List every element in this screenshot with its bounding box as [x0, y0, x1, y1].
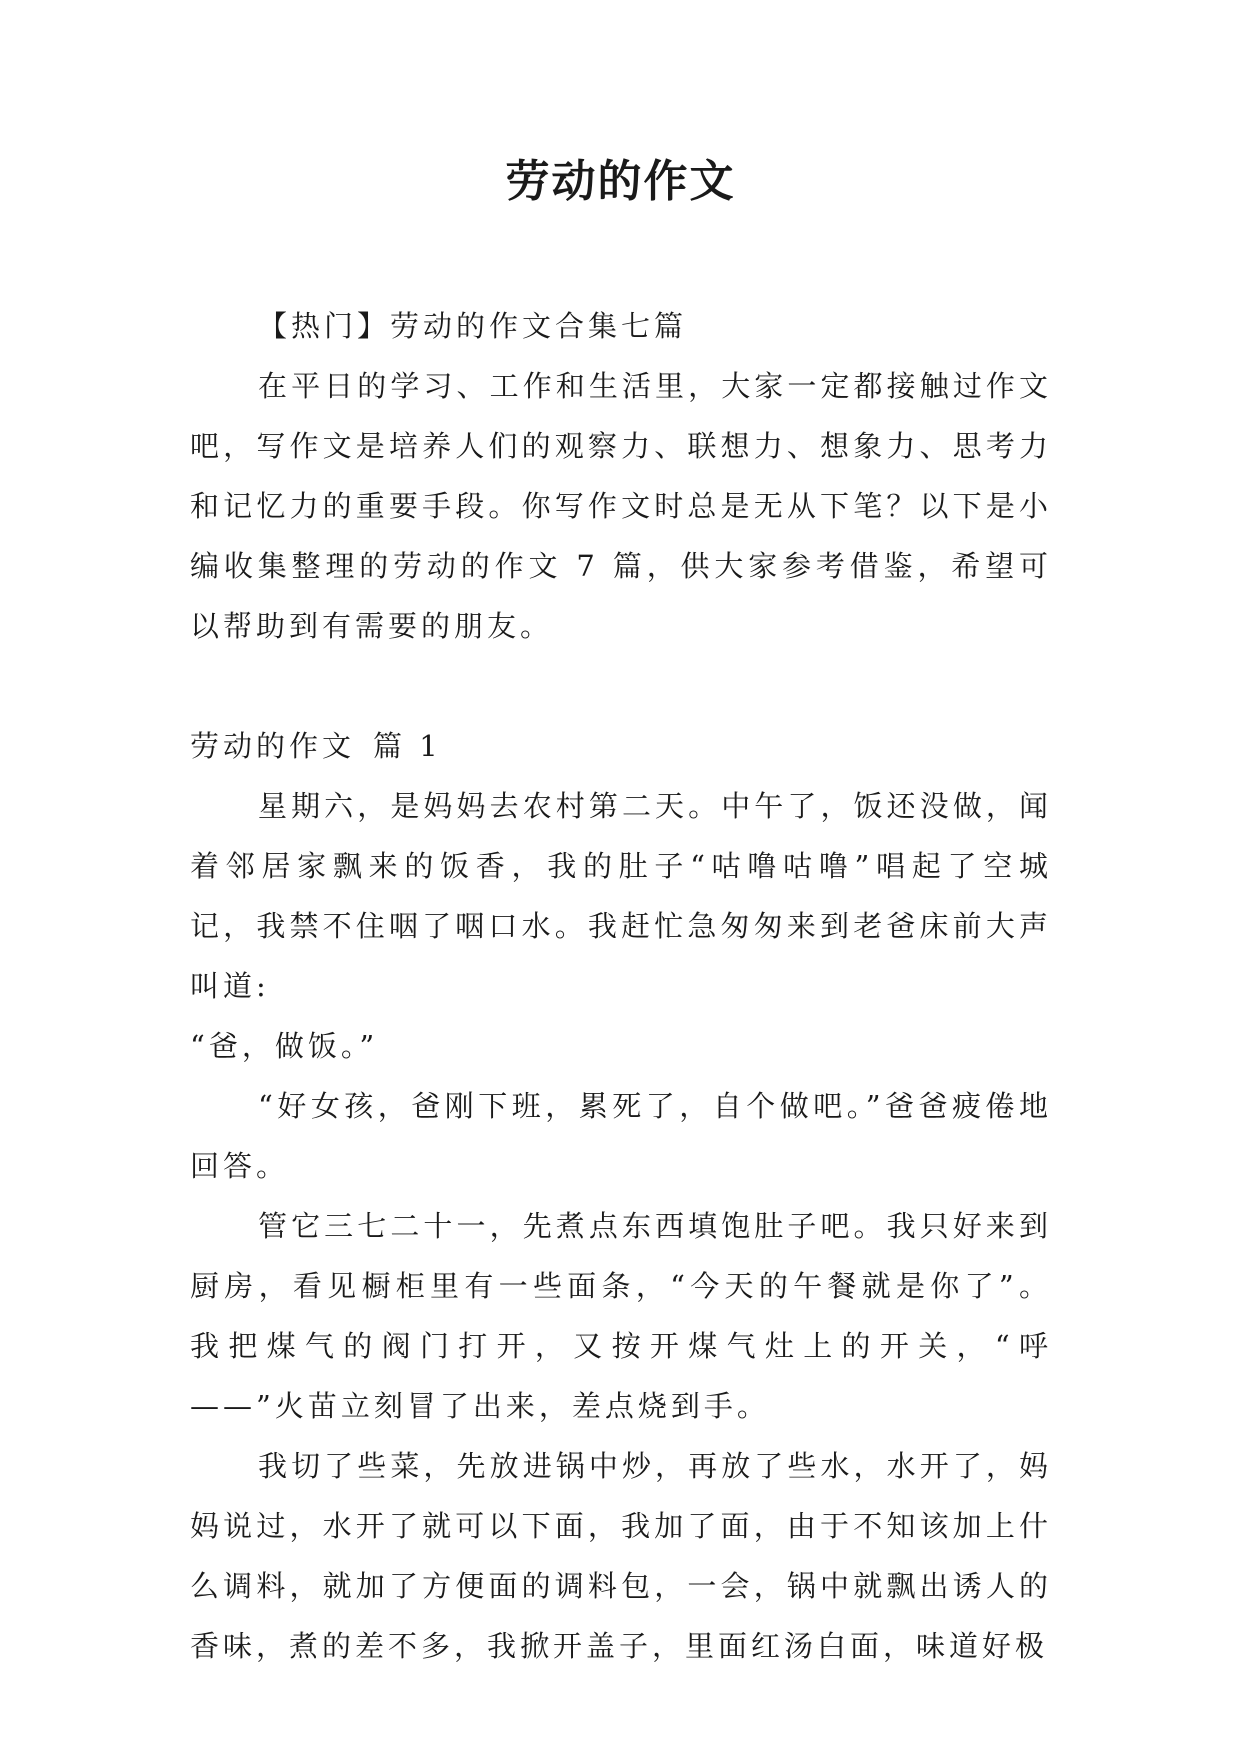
section-heading-title: 劳动的作文	[190, 729, 356, 763]
section-heading	[190, 716, 1052, 776]
section-spacer	[190, 656, 1052, 716]
essay-paragraph: 我切了些菜，先放进锅中炒，再放了些水，水开了，妈妈说过，水开了就可以下面，我加了面，由于不知该加上什么调料，就加了方便面的调料包，一会，锅中就飘出诱人的香味，煮的差不多，我掀开盖子，里面红汤白面，味道好极	[190, 1449, 1052, 1663]
document-title: 劳动的作文	[505, 156, 736, 207]
section-heading-number: 篇 1	[373, 729, 442, 763]
essay-paragraph: “好女孩，爸刚下班，累死了，自个做吧。”爸爸疲倦地回答。	[190, 1089, 1052, 1183]
essay-paragraph: 管它三七二十一，先煮点东西填饱肚子吧。我只好来到厨房，看见橱柜里有一些面条，“今天的午餐就是你了”。我把煤气的阀门打开，又按开煤气灶上的开关，“呼——”火苗立刻冒了出来，差点烧到手。	[190, 1209, 1052, 1423]
document-subtitle: 【热门】劳动的作文合集七篇	[258, 309, 688, 343]
essay-paragraph: “爸，做饭。”	[190, 1029, 379, 1063]
document-body	[190, 296, 1052, 1676]
intro-paragraph: 在平日的学习、工作和生活里，大家一定都接触过作文吧，写作文是培养人们的观察力、联想力、想象力、思考力和记忆力的重要手段。你写作文时总是无从下笔？以下是小编收集整理的劳动的作文 7 篇，供大家参考借鉴，希望可以帮助到有需要的朋友。	[190, 369, 1052, 643]
essay-paragraph: 星期六，是妈妈去农村第二天。中午了，饭还没做，闻着邻居家飘来的饭香，我的肚子“咕噜咕噜”唱起了空城记，我禁不住咽了咽口水。我赶忙急匆匆来到老爸床前大声叫道:	[190, 789, 1052, 1003]
